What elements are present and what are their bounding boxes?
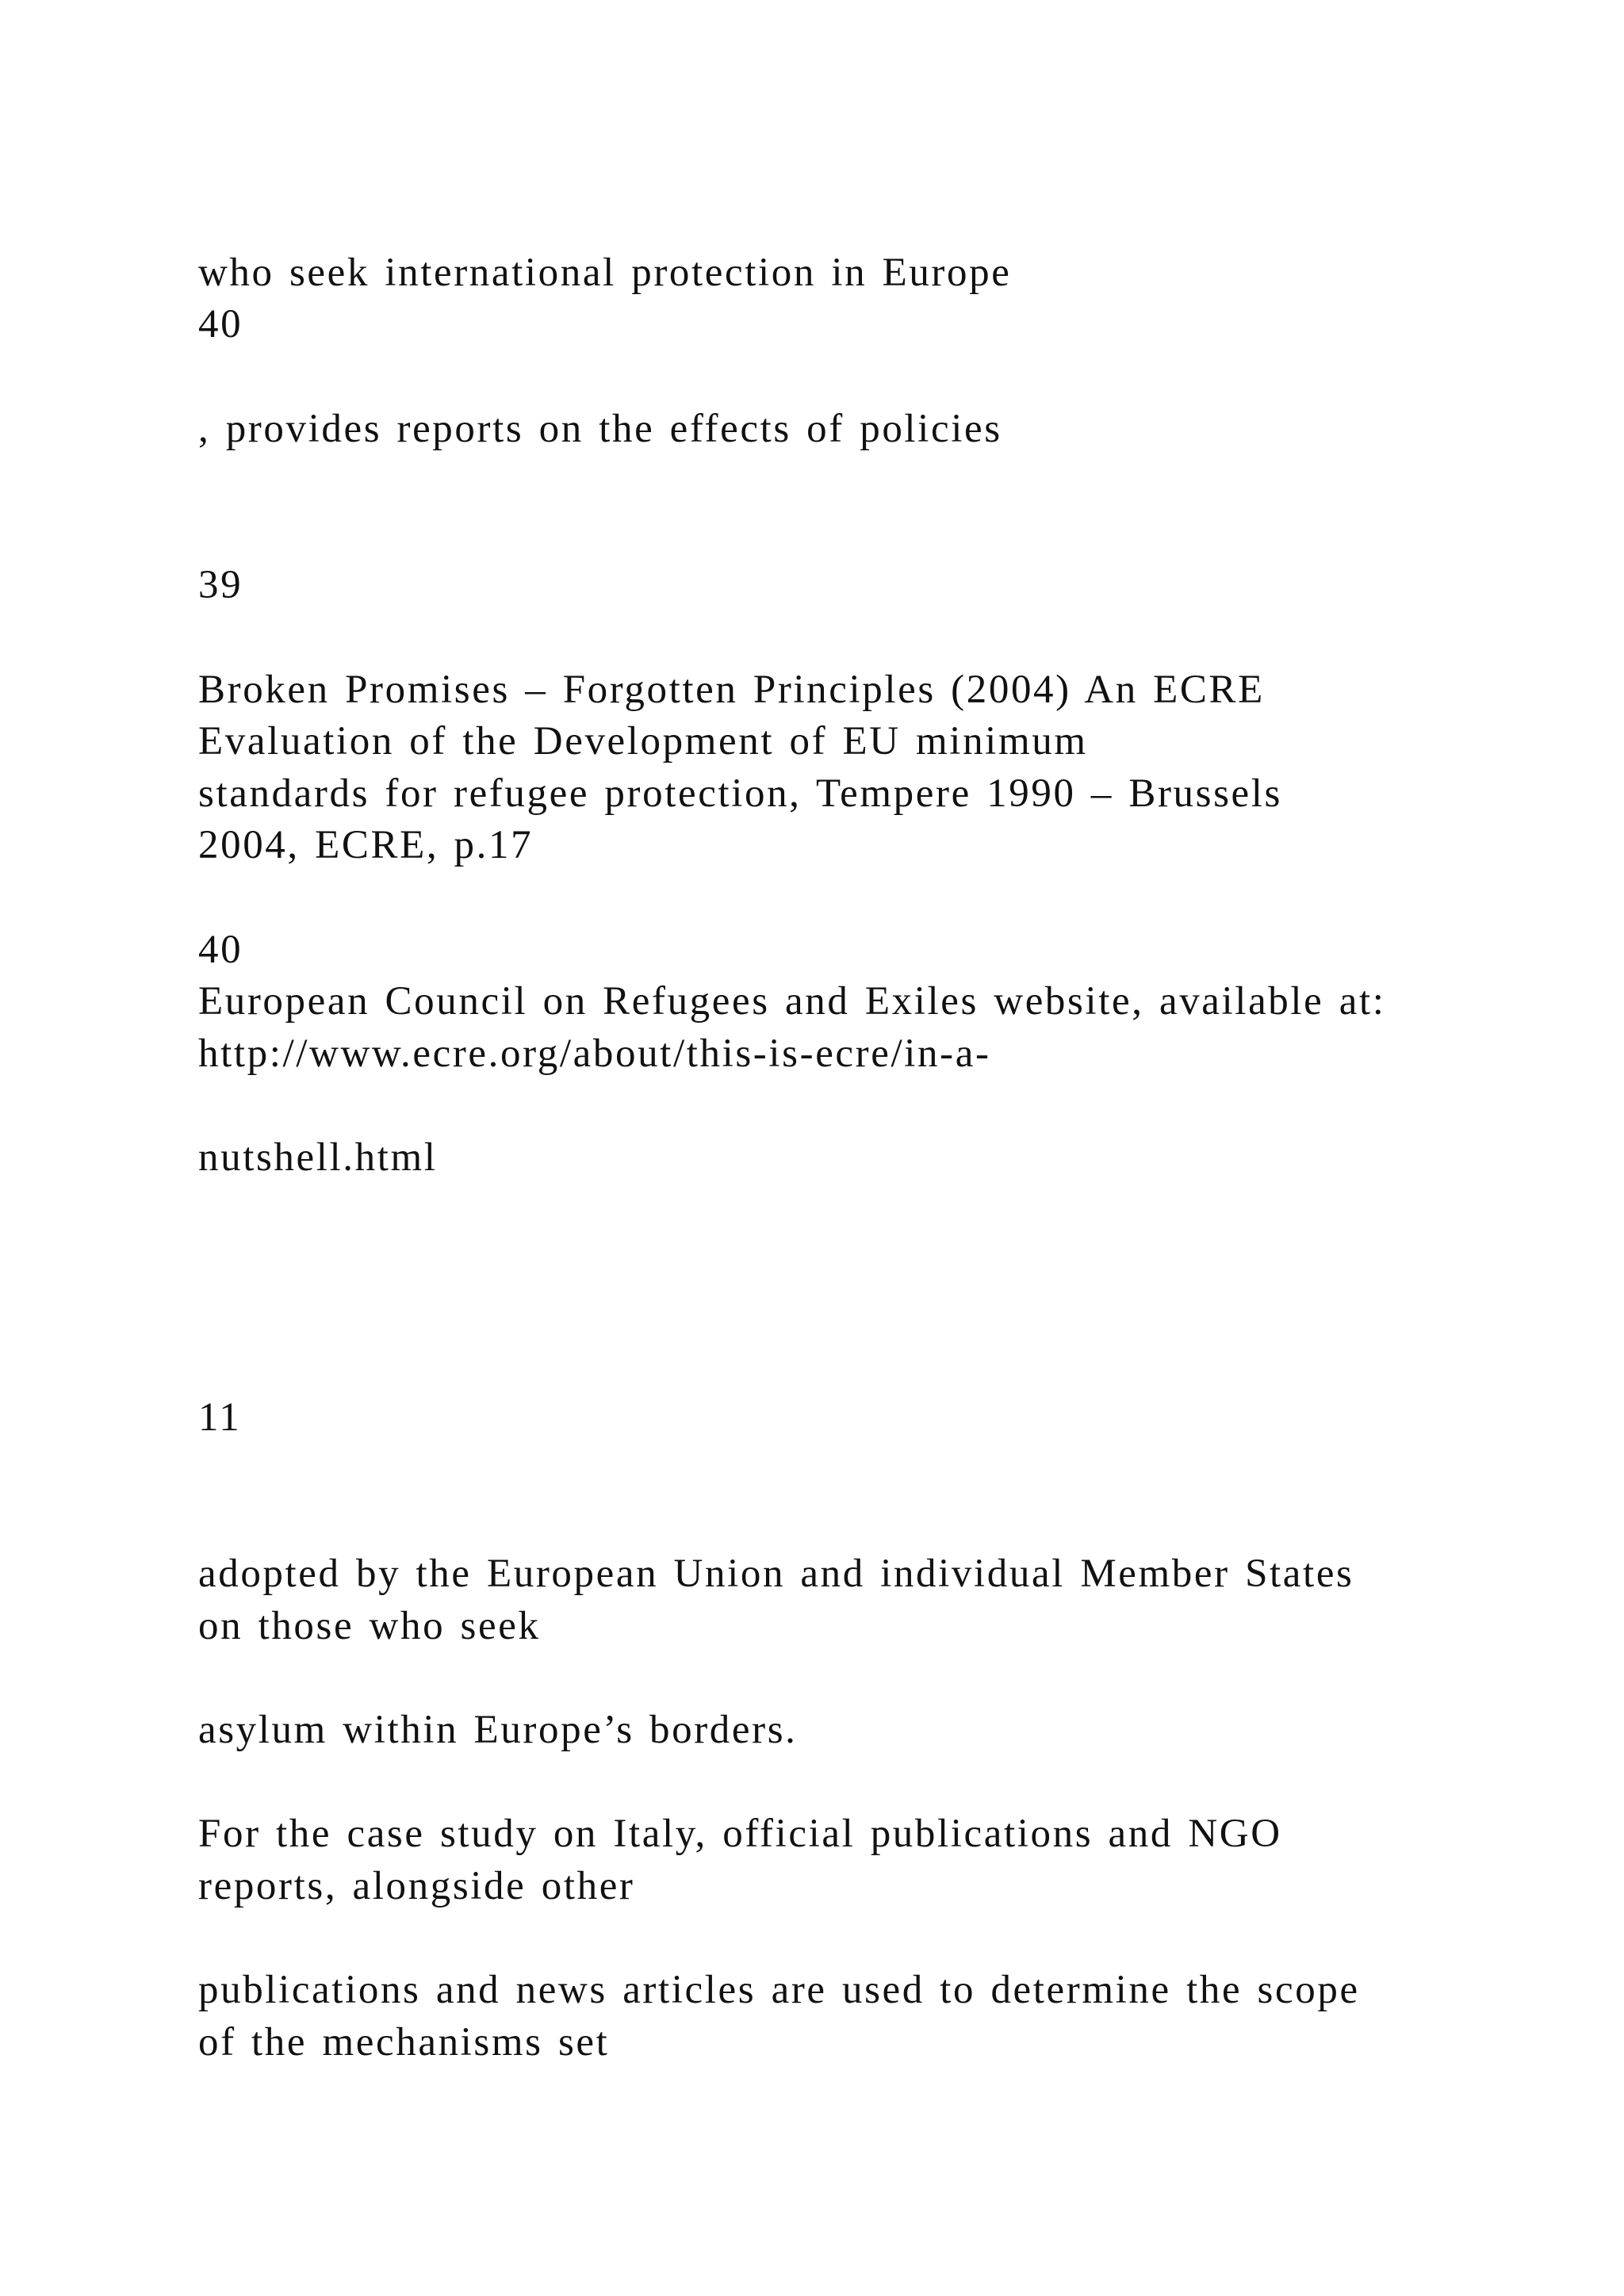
body-text-line: reports, alongside other	[198, 1864, 635, 1908]
footnote-text-line: standards for refugee protection, Tempere 1990 – Brussels	[198, 771, 1283, 816]
footnote-marker: 40	[198, 302, 243, 346]
footnote-number: 39	[198, 563, 243, 607]
footnote-number: 40	[198, 928, 243, 972]
footnote-text-line: European Council on Refugees and Exiles website, available at:	[198, 979, 1386, 1024]
body-text-line: of the mechanisms set	[198, 2020, 610, 2064]
footnote-url-line: nutshell.html	[198, 1135, 438, 1180]
footnote-url-line: http://www.ecre.org/about/this-is-ecre/in-a-	[198, 1031, 991, 1076]
body-text-line: publications and news articles are used to determine the scope	[198, 1968, 1360, 2012]
body-text-line: asylum within Europe’s borders.	[198, 1708, 798, 1752]
body-text-line: , provides reports on the effects of policies	[198, 407, 1002, 451]
page-number: 11	[198, 1395, 242, 1440]
footnote-text-line: Broken Promises – Forgotten Principles (2004) An ECRE	[198, 668, 1265, 712]
body-text-line: on those who seek	[198, 1604, 541, 1648]
body-text-line: For the case study on Italy, official publications and NGO	[198, 1812, 1282, 1856]
footnote-text-line: 2004, ECRE, p.17	[198, 823, 534, 867]
body-text-line: adopted by the European Union and individual Member States	[198, 1552, 1354, 1596]
body-text-line: who seek international protection in Europe	[198, 251, 1012, 295]
footnote-text-line: Evaluation of the Development of EU minimum	[198, 719, 1088, 763]
